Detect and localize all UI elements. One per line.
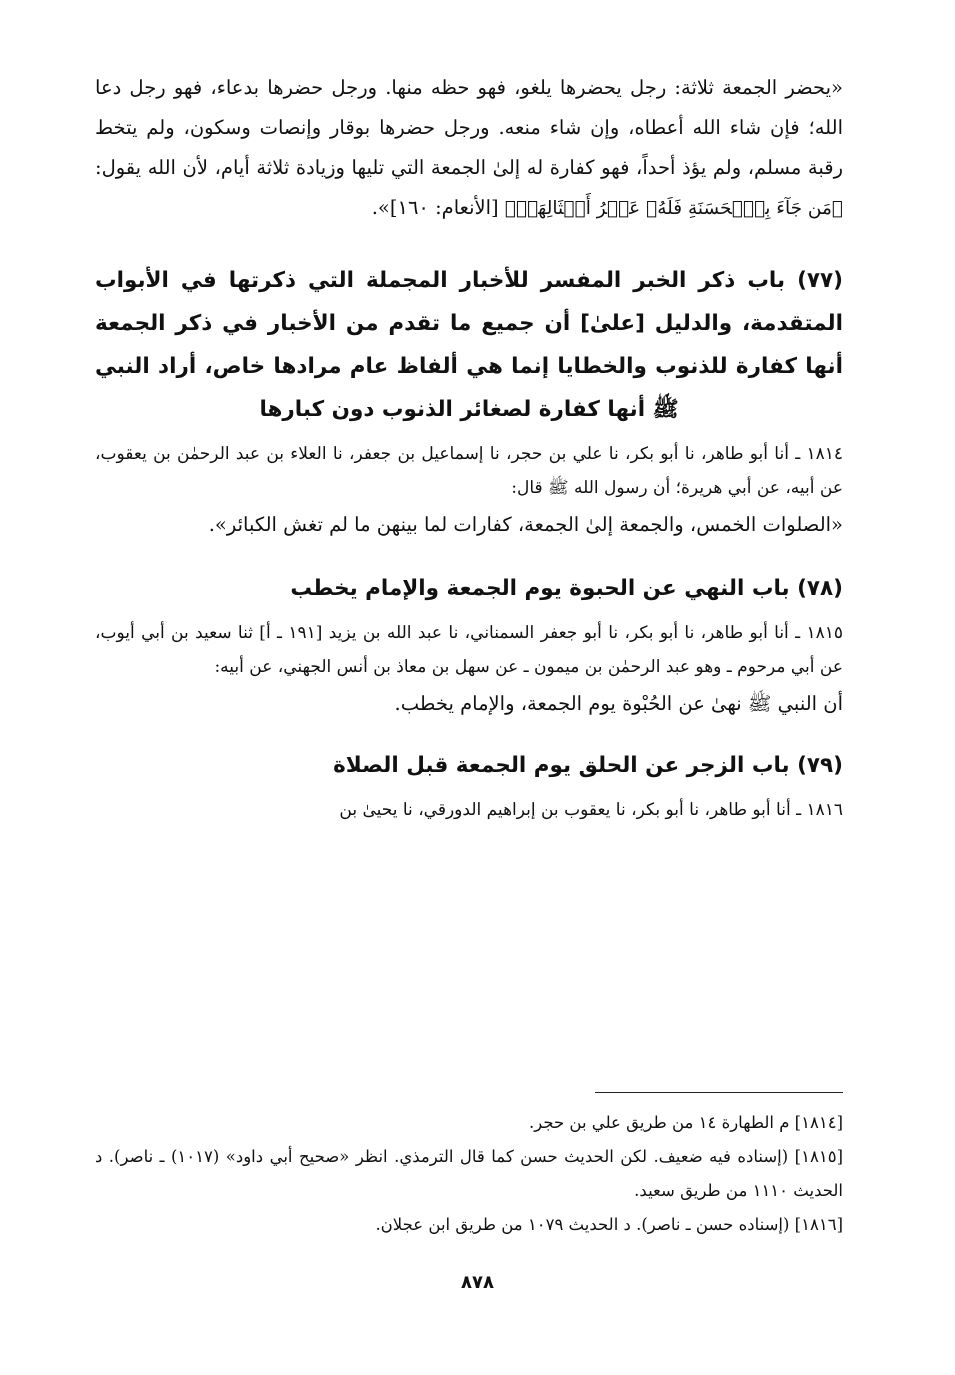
quran-verse: ﴿مَن جَآءَ بِٱلۡحَسَنَةِ فَلَهُۥ عَشۡرُ أَمۡثَالِهَاۖ﴾ [504, 198, 843, 219]
hadith-1814-text: «الصلوات الخمس، والجمعة إلىٰ الجمعة، كفارات لما بينهن ما لم تغش الكبائر». [208, 513, 843, 536]
footnote-1816: [١٨١٦] (إسناده حسن ـ ناصر). د الحديث ١٠٧٩ من طريق ابن عجلان. [375, 1215, 843, 1234]
footnote-1814: [١٨١٤] م الطهارة ١٤ من طريق علي بن حجر. [528, 1113, 843, 1132]
intro-text: «يحضر الجمعة ثلاثة: رجل يحضرها يلغو، فهو حظه منها. ورجل حضرها بدعاء، فهو رجل دعا الله؛ فإن شاء الله أعطاه، وإن شاء منعه. ورجل حضرها بوقار وإنصات وسكون، ولم يتخط رقبة مسلم، ولم يؤذ أحداً، فهو كفارة له إلىٰ الجمعة التي تليها وزيادة ثلاثة أيام، لأن الله يقول: [95, 76, 843, 179]
section-77-heading: (٧٧) باب ذكر الخبر المفسر للأخبار المجملة التي ذكرتها في الأبواب المتقدمة، والدليل [علىٰ] أن جميع ما تقدم من الأخبار في ذكر الجمعة أنها كفارة للذنوب والخطايا إنما هي ألفاظ عام مرادها خاص، أراد النبي ﷺ أنها كفارة لصغائر الذنوب دون كبارها [95, 268, 843, 422]
intro-closing: ». [371, 196, 390, 219]
quran-reference: [الأنعام: ١٦٠] [389, 196, 499, 219]
page-body [95, 68, 843, 827]
page-number: ٨٧٨ [461, 1272, 494, 1293]
hadith-1816-chain: ١٨١٦ ـ أنا أبو طاهر، نا أبو بكر، نا يعقوب بن إبراهيم الدورقي، نا يحيىٰ بن [339, 800, 843, 820]
section-78-heading: (٧٨) باب النهي عن الحبوة يوم الجمعة والإمام يخطب [290, 576, 843, 601]
footnote-1815: [١٨١٥] (إسناده فيه ضعيف. لكن الحديث حسن كما قال الترمذي. انظر «صحيح أبي داود» (١٠١٧) ـ ناصر). د الحديث ١١١٠ من طريق سعيد. [95, 1147, 843, 1200]
hadith-1814-chain: ١٨١٤ ـ أنا أبو طاهر، نا أبو بكر، نا علي بن حجر، نا إسماعيل بن جعفر، نا العلاء بن عبد الرحمٰن بن يعقوب، عن أبيه، عن أبي هريرة؛ أن رسول الله ﷺ قال: [95, 444, 843, 498]
hadith-1815-text: أن النبي ﷺ نهىٰ عن الحُبْوة يوم الجمعة، والإمام يخطب. [394, 692, 843, 715]
hadith-1815-chain: ١٨١٥ ـ أنا أبو طاهر، نا أبو بكر، نا أبو جعفر السمناني، نا عبد الله بن يزيد [١٩١ ـ أ] ثنا سعيد بن أبي أيوب، عن أبي مرحوم ـ وهو عبد الرحمٰن بن ميمون ـ عن سهل بن معاذ بن أنس الجهني، عن أبيه: [95, 623, 843, 677]
footnote-divider [595, 1092, 843, 1093]
intro-paragraph [95, 68, 843, 229]
section-79-heading: (٧٩) باب الزجر عن الحلق يوم الجمعة قبل الصلاة [333, 753, 843, 778]
footnotes [95, 1106, 843, 1242]
